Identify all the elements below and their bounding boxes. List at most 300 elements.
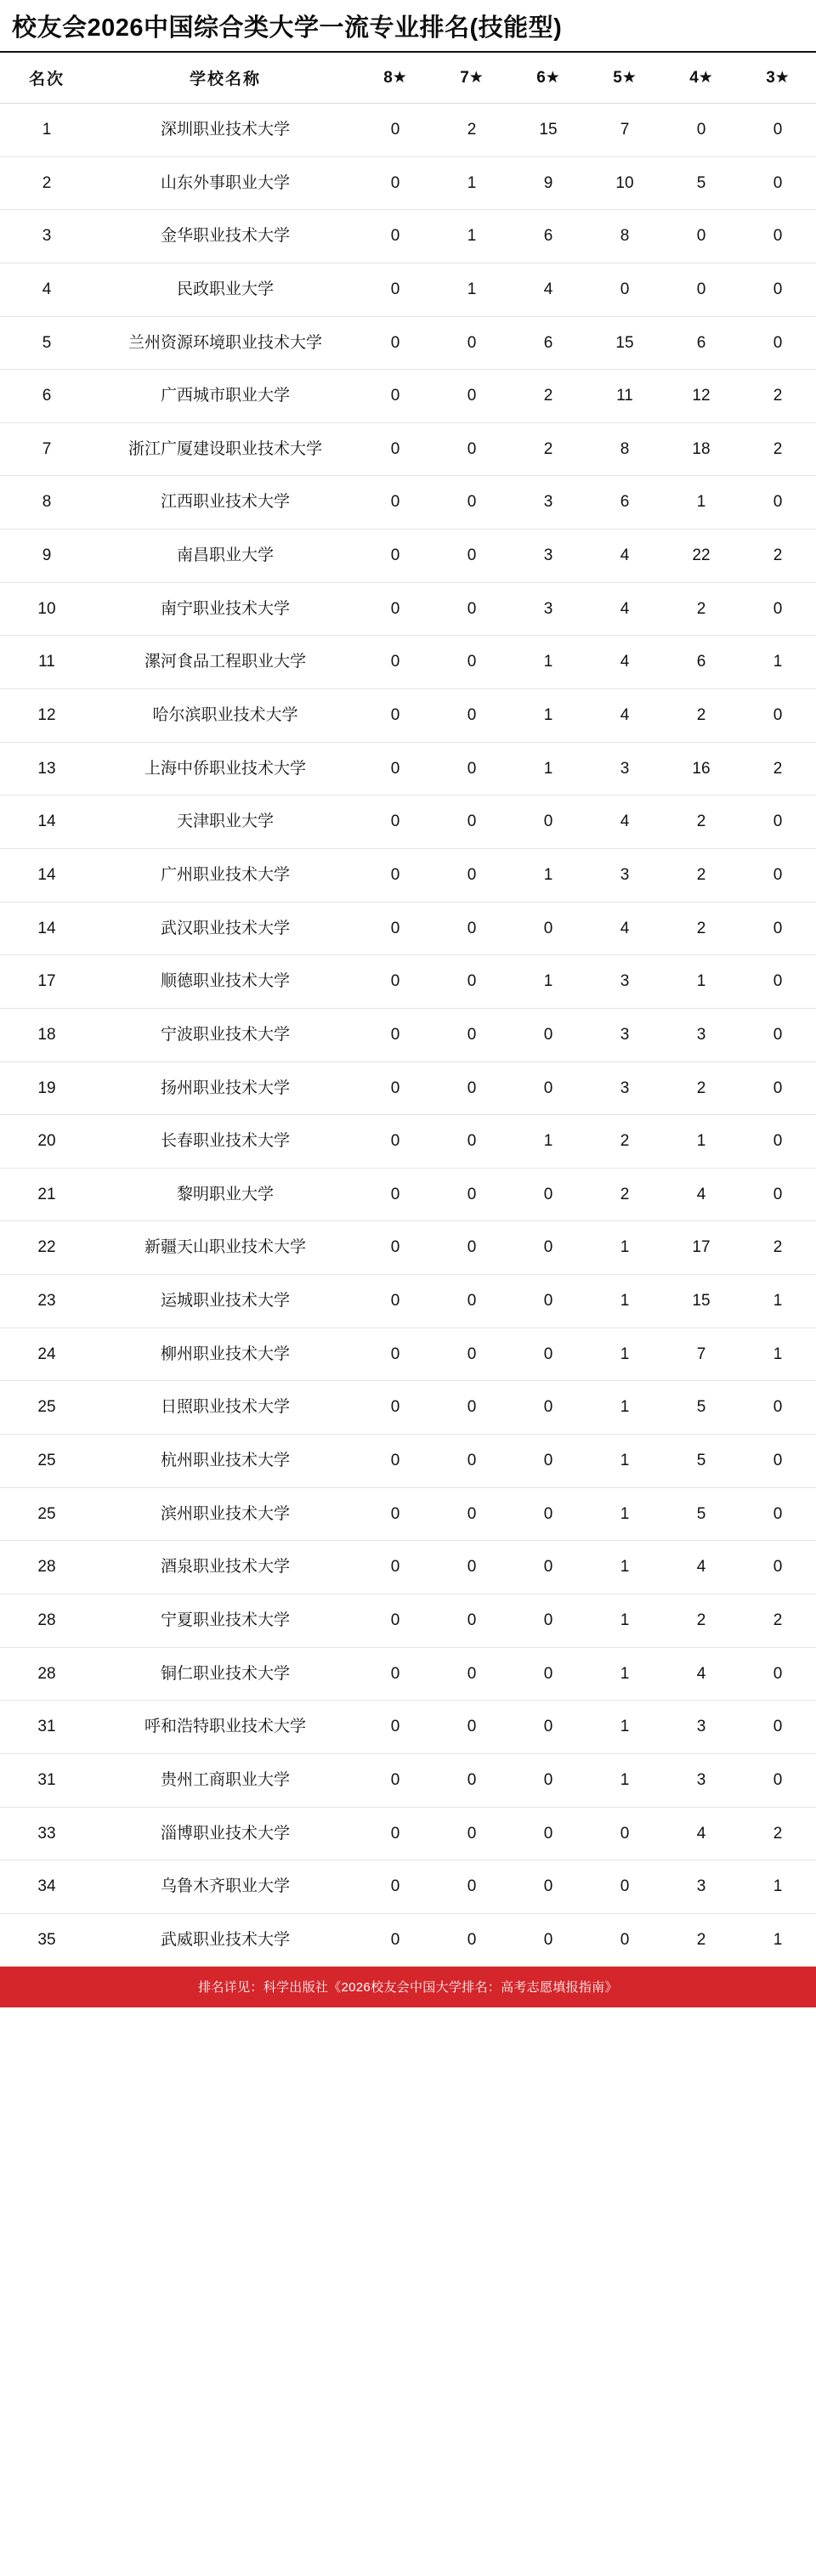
cell-school-name: 金华职业技术大学	[94, 210, 357, 263]
cell-star7: 0	[434, 582, 510, 636]
table-row	[0, 1753, 816, 1807]
cell-star8: 0	[357, 1221, 434, 1275]
cell-star8: 0	[357, 1328, 434, 1381]
cell-star7: 0	[434, 848, 510, 902]
cell-star4: 4	[663, 1807, 740, 1860]
table-row	[0, 848, 816, 902]
table-row	[0, 422, 816, 476]
cell-star3: 0	[740, 848, 816, 902]
cell-star4: 17	[663, 1221, 740, 1275]
cell-star3: 0	[740, 1062, 816, 1115]
cell-rank: 9	[0, 529, 94, 583]
table-row	[0, 1275, 816, 1328]
cell-star5: 2	[586, 1168, 663, 1221]
table-row	[0, 1913, 816, 1967]
cell-star8: 0	[357, 955, 434, 1009]
cell-star7: 0	[434, 529, 510, 583]
cell-star5: 4	[586, 689, 663, 743]
table-body	[0, 104, 816, 1967]
column-header-star7: 7★	[434, 53, 510, 104]
cell-star3: 1	[740, 1328, 816, 1381]
cell-star8: 0	[357, 1753, 434, 1807]
cell-star6: 1	[510, 848, 586, 902]
column-header-star3: 3★	[740, 53, 816, 104]
cell-star5: 0	[586, 1913, 663, 1967]
cell-rank: 21	[0, 1168, 94, 1221]
cell-star6: 3	[510, 582, 586, 636]
cell-star8: 0	[357, 1381, 434, 1435]
cell-star5: 1	[586, 1435, 663, 1488]
cell-school-name: 乌鲁木齐职业大学	[94, 1860, 357, 1914]
cell-star8: 0	[357, 1115, 434, 1169]
table-row	[0, 370, 816, 423]
table-row	[0, 1168, 816, 1221]
table-header-row	[0, 53, 816, 104]
cell-star8: 0	[357, 689, 434, 743]
cell-star7: 0	[434, 370, 510, 423]
cell-star3: 0	[740, 1115, 816, 1169]
cell-star5: 4	[586, 636, 663, 689]
cell-school-name: 哈尔滨职业技术大学	[94, 689, 357, 743]
footer-note: 排名详见：科学出版社《2026校友会中国大学排名：高考志愿填报指南》	[0, 1967, 816, 2007]
cell-star6: 2	[510, 370, 586, 423]
cell-star8: 0	[357, 370, 434, 423]
cell-rank: 1	[0, 104, 94, 157]
cell-star4: 3	[663, 1701, 740, 1754]
cell-school-name: 武威职业技术大学	[94, 1913, 357, 1967]
cell-star7: 0	[434, 689, 510, 743]
table-row	[0, 1328, 816, 1381]
cell-school-name: 顺德职业技术大学	[94, 955, 357, 1009]
cell-star3: 0	[740, 902, 816, 955]
cell-school-name: 扬州职业技术大学	[94, 1062, 357, 1115]
cell-star7: 0	[434, 1275, 510, 1328]
cell-star6: 0	[510, 1701, 586, 1754]
cell-star5: 1	[586, 1221, 663, 1275]
cell-star4: 6	[663, 636, 740, 689]
cell-star7: 0	[434, 1115, 510, 1169]
cell-rank: 24	[0, 1328, 94, 1381]
cell-star4: 1	[663, 1115, 740, 1169]
cell-star5: 1	[586, 1647, 663, 1701]
cell-star5: 0	[586, 263, 663, 316]
table-row	[0, 1860, 816, 1914]
cell-star6: 0	[510, 795, 586, 849]
cell-star3: 0	[740, 1701, 816, 1754]
cell-star6: 9	[510, 156, 586, 210]
cell-star7: 0	[434, 1913, 510, 1967]
cell-star7: 0	[434, 795, 510, 849]
table-row	[0, 1221, 816, 1275]
cell-star6: 0	[510, 1168, 586, 1221]
cell-star5: 1	[586, 1328, 663, 1381]
cell-school-name: 酒泉职业技术大学	[94, 1541, 357, 1594]
cell-star7: 0	[434, 1594, 510, 1647]
cell-star3: 1	[740, 1275, 816, 1328]
column-header-star5: 5★	[586, 53, 663, 104]
cell-star5: 10	[586, 156, 663, 210]
cell-rank: 25	[0, 1381, 94, 1435]
cell-star7: 0	[434, 1487, 510, 1541]
cell-rank: 31	[0, 1753, 94, 1807]
table-row	[0, 316, 816, 370]
cell-rank: 25	[0, 1487, 94, 1541]
cell-school-name: 贵州工商职业大学	[94, 1753, 357, 1807]
cell-star8: 0	[357, 1594, 434, 1647]
table-row	[0, 210, 816, 263]
cell-star8: 0	[357, 636, 434, 689]
cell-star3: 2	[740, 1594, 816, 1647]
table-row	[0, 1115, 816, 1169]
cell-star6: 0	[510, 902, 586, 955]
cell-school-name: 呼和浩特职业技术大学	[94, 1701, 357, 1754]
cell-rank: 3	[0, 210, 94, 263]
cell-school-name: 广西城市职业大学	[94, 370, 357, 423]
cell-school-name: 杭州职业技术大学	[94, 1435, 357, 1488]
cell-school-name: 南宁职业技术大学	[94, 582, 357, 636]
cell-star7: 0	[434, 955, 510, 1009]
cell-rank: 28	[0, 1594, 94, 1647]
cell-star4: 3	[663, 1860, 740, 1914]
cell-rank: 14	[0, 902, 94, 955]
cell-star7: 0	[434, 1701, 510, 1754]
cell-star5: 1	[586, 1275, 663, 1328]
cell-star4: 12	[663, 370, 740, 423]
cell-star5: 4	[586, 902, 663, 955]
cell-star4: 3	[663, 1008, 740, 1062]
cell-star3: 1	[740, 1913, 816, 1967]
cell-star3: 0	[740, 1647, 816, 1701]
cell-star6: 15	[510, 104, 586, 157]
cell-star6: 0	[510, 1221, 586, 1275]
cell-rank: 19	[0, 1062, 94, 1115]
cell-star4: 16	[663, 742, 740, 795]
cell-rank: 22	[0, 1221, 94, 1275]
column-header-star8: 8★	[357, 53, 434, 104]
cell-star5: 8	[586, 422, 663, 476]
cell-star5: 1	[586, 1594, 663, 1647]
cell-star7: 2	[434, 104, 510, 157]
cell-star7: 0	[434, 476, 510, 529]
cell-rank: 7	[0, 422, 94, 476]
cell-star7: 1	[434, 263, 510, 316]
cell-star7: 0	[434, 316, 510, 370]
cell-rank: 11	[0, 636, 94, 689]
cell-school-name: 新疆天山职业技术大学	[94, 1221, 357, 1275]
column-header-star4: 4★	[663, 53, 740, 104]
table-row	[0, 689, 816, 743]
column-header-star6: 6★	[510, 53, 586, 104]
cell-star7: 1	[434, 210, 510, 263]
cell-star6: 0	[510, 1913, 586, 1967]
cell-star7: 0	[434, 1381, 510, 1435]
cell-rank: 6	[0, 370, 94, 423]
cell-star4: 2	[663, 1594, 740, 1647]
cell-star4: 6	[663, 316, 740, 370]
cell-star4: 5	[663, 1487, 740, 1541]
table-row	[0, 1701, 816, 1754]
cell-star7: 0	[434, 1328, 510, 1381]
table-row	[0, 1541, 816, 1594]
cell-school-name: 滨州职业技术大学	[94, 1487, 357, 1541]
cell-star6: 0	[510, 1487, 586, 1541]
cell-star6: 0	[510, 1275, 586, 1328]
table-row	[0, 263, 816, 316]
cell-star5: 1	[586, 1381, 663, 1435]
table-header	[0, 53, 816, 104]
cell-star4: 2	[663, 1913, 740, 1967]
cell-star8: 0	[357, 529, 434, 583]
cell-star8: 0	[357, 156, 434, 210]
cell-star6: 0	[510, 1807, 586, 1860]
cell-star4: 2	[663, 795, 740, 849]
cell-star5: 3	[586, 1062, 663, 1115]
cell-rank: 5	[0, 316, 94, 370]
cell-star6: 6	[510, 316, 586, 370]
cell-school-name: 宁波职业技术大学	[94, 1008, 357, 1062]
cell-star6: 3	[510, 529, 586, 583]
cell-star3: 0	[740, 582, 816, 636]
table-row	[0, 1435, 816, 1488]
cell-star4: 4	[663, 1647, 740, 1701]
table-row	[0, 955, 816, 1009]
cell-star3: 0	[740, 263, 816, 316]
table-row	[0, 1487, 816, 1541]
cell-star6: 1	[510, 636, 586, 689]
cell-star3: 0	[740, 210, 816, 263]
cell-star3: 2	[740, 1221, 816, 1275]
cell-star5: 7	[586, 104, 663, 157]
cell-star4: 5	[663, 1435, 740, 1488]
column-header-rank: 名次	[0, 53, 94, 104]
cell-star3: 1	[740, 636, 816, 689]
cell-star5: 1	[586, 1753, 663, 1807]
cell-school-name: 日照职业技术大学	[94, 1381, 357, 1435]
table-row	[0, 1807, 816, 1860]
cell-rank: 12	[0, 689, 94, 743]
cell-star5: 6	[586, 476, 663, 529]
cell-star8: 0	[357, 1168, 434, 1221]
cell-star4: 7	[663, 1328, 740, 1381]
table-row	[0, 1062, 816, 1115]
cell-star8: 0	[357, 1541, 434, 1594]
cell-rank: 18	[0, 1008, 94, 1062]
cell-star5: 1	[586, 1701, 663, 1754]
cell-star3: 0	[740, 316, 816, 370]
cell-star8: 0	[357, 1647, 434, 1701]
cell-school-name: 南昌职业大学	[94, 529, 357, 583]
cell-school-name: 运城职业技术大学	[94, 1275, 357, 1328]
cell-star6: 1	[510, 689, 586, 743]
cell-rank: 23	[0, 1275, 94, 1328]
cell-star3: 0	[740, 1541, 816, 1594]
cell-star4: 1	[663, 955, 740, 1009]
cell-star7: 0	[434, 1221, 510, 1275]
cell-star7: 0	[434, 636, 510, 689]
cell-rank: 33	[0, 1807, 94, 1860]
table-row	[0, 902, 816, 955]
cell-star3: 2	[740, 742, 816, 795]
cell-rank: 10	[0, 582, 94, 636]
table-row	[0, 1594, 816, 1647]
cell-star3: 0	[740, 1168, 816, 1221]
cell-star8: 0	[357, 263, 434, 316]
cell-star8: 0	[357, 1913, 434, 1967]
cell-rank: 34	[0, 1860, 94, 1914]
cell-star3: 0	[740, 104, 816, 157]
cell-school-name: 柳州职业技术大学	[94, 1328, 357, 1381]
table-row	[0, 1381, 816, 1435]
cell-star7: 0	[434, 1008, 510, 1062]
cell-rank: 14	[0, 848, 94, 902]
cell-star6: 1	[510, 742, 586, 795]
cell-star3: 2	[740, 1807, 816, 1860]
cell-star6: 1	[510, 1115, 586, 1169]
cell-rank: 20	[0, 1115, 94, 1169]
cell-star8: 0	[357, 848, 434, 902]
cell-rank: 4	[0, 263, 94, 316]
cell-star8: 0	[357, 742, 434, 795]
cell-star6: 3	[510, 476, 586, 529]
cell-star8: 0	[357, 902, 434, 955]
cell-star4: 5	[663, 156, 740, 210]
cell-rank: 31	[0, 1701, 94, 1754]
cell-star8: 0	[357, 582, 434, 636]
cell-star3: 0	[740, 1008, 816, 1062]
cell-school-name: 黎明职业大学	[94, 1168, 357, 1221]
cell-star7: 1	[434, 156, 510, 210]
cell-star4: 2	[663, 1062, 740, 1115]
cell-star6: 0	[510, 1860, 586, 1914]
table-row	[0, 104, 816, 157]
cell-star8: 0	[357, 210, 434, 263]
table-row	[0, 582, 816, 636]
cell-star4: 0	[663, 104, 740, 157]
cell-rank: 14	[0, 795, 94, 849]
cell-star6: 0	[510, 1594, 586, 1647]
cell-star8: 0	[357, 1275, 434, 1328]
table-row	[0, 795, 816, 849]
cell-star5: 11	[586, 370, 663, 423]
cell-star8: 0	[357, 1807, 434, 1860]
cell-school-name: 武汉职业技术大学	[94, 902, 357, 955]
cell-rank: 25	[0, 1435, 94, 1488]
cell-star8: 0	[357, 316, 434, 370]
cell-star6: 0	[510, 1541, 586, 1594]
table-row	[0, 1647, 816, 1701]
cell-star5: 1	[586, 1487, 663, 1541]
cell-star4: 5	[663, 1381, 740, 1435]
cell-star8: 0	[357, 1008, 434, 1062]
cell-star4: 22	[663, 529, 740, 583]
cell-star7: 0	[434, 422, 510, 476]
cell-star5: 1	[586, 1541, 663, 1594]
cell-star7: 0	[434, 1062, 510, 1115]
cell-star6: 2	[510, 422, 586, 476]
cell-star5: 4	[586, 795, 663, 849]
cell-star6: 0	[510, 1381, 586, 1435]
cell-star5: 3	[586, 848, 663, 902]
cell-rank: 2	[0, 156, 94, 210]
cell-star5: 3	[586, 1008, 663, 1062]
cell-star7: 0	[434, 1168, 510, 1221]
ranking-table	[0, 53, 816, 1967]
cell-star6: 1	[510, 955, 586, 1009]
cell-rank: 28	[0, 1541, 94, 1594]
cell-star4: 4	[663, 1168, 740, 1221]
column-header-school-name: 学校名称	[94, 53, 357, 104]
cell-star4: 3	[663, 1753, 740, 1807]
cell-star8: 0	[357, 104, 434, 157]
cell-star3: 0	[740, 156, 816, 210]
page-title: 校友会2026中国综合类大学一流专业排名(技能型)	[12, 14, 563, 42]
cell-school-name: 淄博职业技术大学	[94, 1807, 357, 1860]
table-row	[0, 742, 816, 795]
cell-star3: 2	[740, 529, 816, 583]
cell-school-name: 民政职业大学	[94, 263, 357, 316]
cell-school-name: 深圳职业技术大学	[94, 104, 357, 157]
cell-school-name: 铜仁职业技术大学	[94, 1647, 357, 1701]
cell-star4: 15	[663, 1275, 740, 1328]
cell-star6: 0	[510, 1647, 586, 1701]
cell-star7: 0	[434, 902, 510, 955]
cell-star4: 4	[663, 1541, 740, 1594]
cell-star5: 0	[586, 1807, 663, 1860]
cell-star3: 0	[740, 476, 816, 529]
cell-star6: 0	[510, 1435, 586, 1488]
cell-star6: 6	[510, 210, 586, 263]
cell-star4: 2	[663, 689, 740, 743]
cell-rank: 8	[0, 476, 94, 529]
cell-star4: 0	[663, 263, 740, 316]
table-row	[0, 529, 816, 583]
table-row	[0, 156, 816, 210]
cell-star3: 1	[740, 1860, 816, 1914]
cell-star6: 0	[510, 1328, 586, 1381]
cell-star5: 3	[586, 955, 663, 1009]
cell-star7: 0	[434, 1435, 510, 1488]
cell-school-name: 山东外事职业大学	[94, 156, 357, 210]
cell-star3: 0	[740, 1487, 816, 1541]
cell-star6: 0	[510, 1008, 586, 1062]
cell-star6: 0	[510, 1753, 586, 1807]
cell-star4: 2	[663, 902, 740, 955]
cell-star3: 0	[740, 955, 816, 1009]
cell-star4: 1	[663, 476, 740, 529]
cell-star5: 4	[586, 582, 663, 636]
cell-star3: 2	[740, 422, 816, 476]
cell-star4: 2	[663, 848, 740, 902]
cell-rank: 17	[0, 955, 94, 1009]
cell-star5: 4	[586, 529, 663, 583]
cell-star7: 0	[434, 1860, 510, 1914]
cell-rank: 13	[0, 742, 94, 795]
cell-school-name: 兰州资源环境职业技术大学	[94, 316, 357, 370]
table-row	[0, 636, 816, 689]
page-header	[0, 0, 816, 53]
table-row	[0, 1008, 816, 1062]
cell-school-name: 天津职业大学	[94, 795, 357, 849]
cell-star8: 0	[357, 476, 434, 529]
cell-star3: 0	[740, 689, 816, 743]
cell-star8: 0	[357, 795, 434, 849]
cell-school-name: 宁夏职业技术大学	[94, 1594, 357, 1647]
cell-star6: 0	[510, 1062, 586, 1115]
cell-star8: 0	[357, 1435, 434, 1488]
cell-star8: 0	[357, 1860, 434, 1914]
cell-star5: 2	[586, 1115, 663, 1169]
cell-school-name: 上海中侨职业技术大学	[94, 742, 357, 795]
